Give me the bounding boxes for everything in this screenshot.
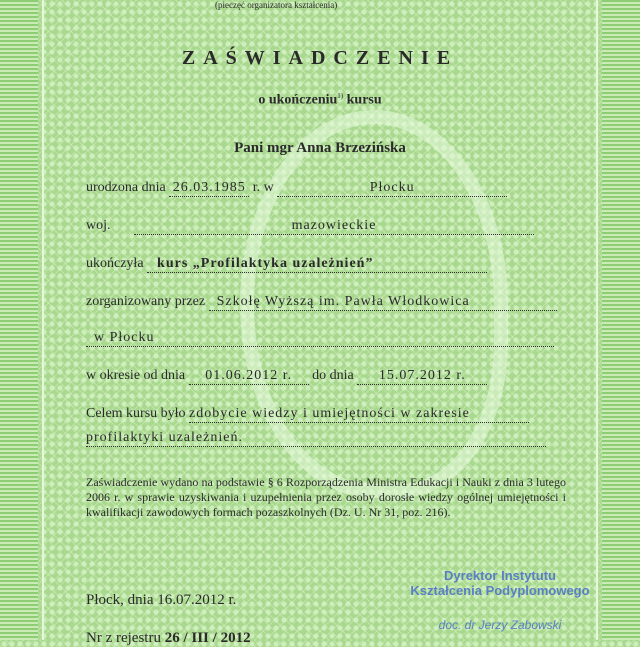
- label: woj.: [86, 218, 111, 233]
- label: Nr z rejestru: [86, 630, 161, 646]
- course-name: kurs „Profilaktyka uzależnień”: [147, 256, 487, 273]
- legal-basis: Zaświadczenie wydano na podstawie § 6 Rozporządzenia Ministra Edukacji i Nauki z dnia 3 lutego 2006 r. w sprawie uzyskiwania i uzupełnienia przez osoby dorosłe wiedzy ogólnej umiejętności i kwalifikacji zawodowych formach pozaszkolnych (Dz. U. Nr 31, poz. 216).: [86, 475, 566, 519]
- label: w okresie od dnia: [86, 368, 186, 383]
- goal-row-2: [86, 430, 546, 447]
- stamp-line: Dyrektor Instytutu: [444, 568, 556, 583]
- organizer-row: [86, 294, 557, 311]
- register-value: 26 / III / 2012: [164, 630, 251, 646]
- goal-line-1: zdobycie wiedzy i umiejętności w zakresie: [189, 406, 529, 423]
- organizer-city: w Płocku: [86, 330, 554, 347]
- label: ukończyła: [86, 256, 144, 271]
- organizer: Szkołę Wyższą im. Pawła Włodkowica: [209, 294, 557, 311]
- goal-line-2: profilaktyki uzależnień.: [86, 430, 546, 447]
- label: r. w: [252, 180, 274, 195]
- label: zorganizowany przez: [86, 294, 206, 309]
- subtitle-text: o ukończeniu: [258, 92, 338, 108]
- label: urodzona dnia: [86, 180, 166, 195]
- organizer-city-row: [86, 330, 554, 347]
- label: Celem kursu było: [86, 406, 186, 421]
- born-row: [86, 180, 507, 197]
- certificate-title: ZAŚWIADCZENIE: [181, 47, 459, 69]
- stamp-signatory: doc. dr Jerzy Zabowski: [438, 618, 562, 632]
- stamp-line: Kształcenia Podyplomowego: [410, 583, 590, 598]
- director-stamp: [385, 568, 615, 632]
- date-from: 01.06.2012 r.: [189, 368, 309, 385]
- born-place: Płocku: [277, 180, 507, 197]
- subtitle-end: kursu: [346, 92, 382, 108]
- course-row: [86, 256, 487, 273]
- goal-row: [86, 406, 529, 423]
- born-date: 26.03.1985: [169, 180, 249, 197]
- label: do dnia: [312, 368, 354, 383]
- footnote-mark: 1): [337, 92, 344, 100]
- recipient-name: Pani mgr Anna Brzezińska: [234, 140, 406, 156]
- province-row: [86, 218, 534, 235]
- date-to: 15.07.2012 r.: [357, 368, 487, 385]
- period-row: [86, 368, 487, 385]
- place-date: Płock, dnia 16.07.2012 r.: [86, 592, 237, 608]
- register-number: [86, 630, 251, 647]
- certificate-subtitle: [0, 92, 640, 109]
- seal-caption: (pieczęć organizatora kształcenia): [215, 0, 338, 10]
- province: mazowieckie: [134, 218, 534, 235]
